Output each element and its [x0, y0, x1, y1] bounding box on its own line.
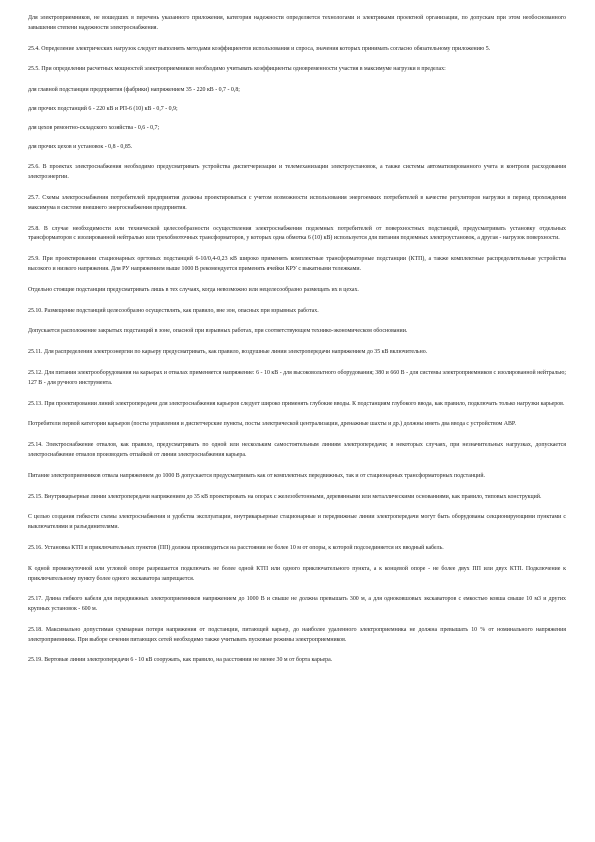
paragraph-dump-power: Питание электроприемников отвала напряжением до 1000 В допускается предусматривать как от комплектных передвижных, так и от стационарных трансформаторных подстанций.	[28, 472, 485, 479]
document-page	[28, 14, 566, 677]
paragraph-25-17: 25.17. Длина гибкого кабеля для передвижных электроприемников напряжением до 1000 В и свыше не должна превышать 300 м, а для одноковшовых экскаваторов с емкостью ковша свыше 10 м3 и других крупных установок - 600 м.	[28, 596, 566, 613]
paragraph-25-7: 25.7. Схемы электроснабжения потребителей предприятия должны проектироваться с учетом возможности использования энергоемких потребителей в качестве регуляторов нагрузки в период прохождения максимума в системе внешнего энергоснабжения предприятия.	[28, 194, 566, 211]
paragraph-pole-connection: К одной промежуточной или угловой опоре разрешается подключать не более одной КТП или одного приключательного пункта, а к концевой опоре - не более двух ПП или двух КТП. Подключение к приключательному пункту более одного экскаватора запрещается.	[28, 565, 566, 582]
paragraph-closed-substations: Допускается расположение закрытых подстанций в зоне, опасной при взрывных работах, при соответствующем технико-экономическом обосновании.	[28, 328, 408, 335]
paragraph-25-9: 25.9. При проектировании стационарных оргтовых подстанций 6-10/0,4-0,23 кВ широко применять комплектные трансформаторные подстанции (КТП), а также комплектные распределительные устройства высокого и низкого напряжения. Для РУ напряжением выше 1000 В рекомендуется применять ячейки КРУ с выкатными тележками.	[28, 256, 566, 272]
paragraph-25-19: 25.19. Вертовые линии электропередачи 6 - 10 кВ сооружать, как правило, на расстоянии не менее 30 м от борта карьера.	[28, 657, 333, 664]
paragraph-25-14: 25.14. Электроснабжение отвалов, как правило, предусматривать по одной или нескольким самостоятельным линиям электропередачи; в некоторых случаях, при незначительных нагрузках, допускается электроснабжение отвалов производить отпайкой от линии электроснабжения карьера.	[28, 442, 566, 458]
list-item-other-shops: для прочих цехов и установок - 0,8 - 0,85.	[28, 143, 133, 150]
paragraph-25-10: 25.10. Размещение подстанций целесообразно осуществлять, как правило, вне зон, опасных при взрывных работах.	[28, 307, 319, 314]
paragraph-25-5: 25.5. При определении расчетных мощностей электроприемников необходимо учитывать коэффициенты одновременности участия в максимуме нагрузки в пределах:	[28, 66, 446, 73]
paragraph-25-18: 25.18. Максимально допустимая суммарная потеря напряжения от подстанции, питающей карьер, до наиболее удаленного электроприемника не должна превышать 10 % от номинального напряжения электроприемника. При выборе сечения питающих сетей необходимо также учитывать пусковые режимы электроприемников.	[28, 626, 566, 643]
list-item-repair-shops: для цехов ремонтно-складского хозяйства - 0,6 - 0,7;	[28, 124, 160, 131]
paragraph-25-13: 25.13. При проектировании линий электропередачи для электроснабжения карьеров следует широко применять глубокие вводы. К подстанциям глубокого ввода, как правило, подключать только нагрузки карьеров.	[28, 400, 565, 407]
paragraph-25-12: 25.12. Для питания электрооборудования на карьерах и отвалах применяется напряжение: 6 - 10 кВ - для высоковольтного оборудования; 380 и 660 В - для системы электроприемников с изолированной нейтралью; 127 В - для ручного инструмента.	[28, 369, 566, 386]
paragraph-25-15: 25.15. Внутрикарьерные линии электропередачи напряжением до 35 кВ проектировать на опорах с железобетонными, деревянными или металлическими основаниями, как правило, типовых конструкций.	[28, 493, 542, 500]
paragraph-intro: Для электроприемников, не вошедших в перечень указанного приложения, категория надежности определяется технологами и электриками проектной организации, по допускам при этом необоснованного завышения степени надежности электроснабжения.	[28, 15, 566, 31]
paragraph-25-6: 25.6. В проектах электроснабжения необходимо предусматривать устройства диспетчеризации и телемеханизации электроустановок, а также системы автоматизированного учета и контроля расходования электроэнергии.	[28, 164, 566, 181]
paragraph-flexibility: С целью создания гибкости схемы электроснабжения и удобства эксплуатации, внутрикарьерные стационарные и передвижные линии электропередачи могут быть оборудованы секционирующими пунктами с выключателями и разъединителями.	[28, 514, 566, 531]
list-item-main-substation: для главной подстанции предприятия (фабрики) напряжением 35 - 220 кВ - 0,7 - 0,8;	[28, 87, 240, 94]
paragraph-25-8: 25.8. В случае необходимости или технической целесообразности осуществления электроснабжения подземных потребителей от поверхностных подстанций, предусматривать установку отдельных трансформаторов с изолированной нейтралью или трехобмоточных трансформаторов, у которых одна обмотка 6 (10) кВ) используется для питания подземных электроустановок, а другая - нагрузок поверхности.	[28, 225, 566, 242]
paragraph-25-4: 25.4. Определение электрических нагрузок следует выполнять методами коэффициентов использования и спроса, значения которых принимать согласно обязательному приложению 5.	[28, 45, 491, 52]
paragraph-25-16: 25.16. Установка КТП и приключательных пунктов (ПП) должна производиться на расстоянии не более 10 м от опоры, к которой подсоединяется их вводный кабель.	[28, 544, 444, 551]
paragraph-standalone-substations: Отдельно стоящие подстанции предусматривать лишь в тех случаях, когда невозможно или нецелесообразно размещать их в цехах.	[28, 286, 359, 293]
list-item-other-substations: для прочих подстанций 6 - 220 кВ и РП-6 (10) кВ - 0,7 - 0,9;	[28, 105, 178, 112]
paragraph-25-11: 25.11. Для распределения электроэнергии по карьеру предусматривать, как правило, воздушные линии электропередачи напряжением до 35 кВ включительно.	[28, 349, 428, 356]
paragraph-first-category: Потребители первой категории карьеров (посты управления и диспетчерские пункты, посты электрической централизации, дренажные шахты и др.) должны иметь два ввода с устройством АВР.	[28, 421, 516, 428]
